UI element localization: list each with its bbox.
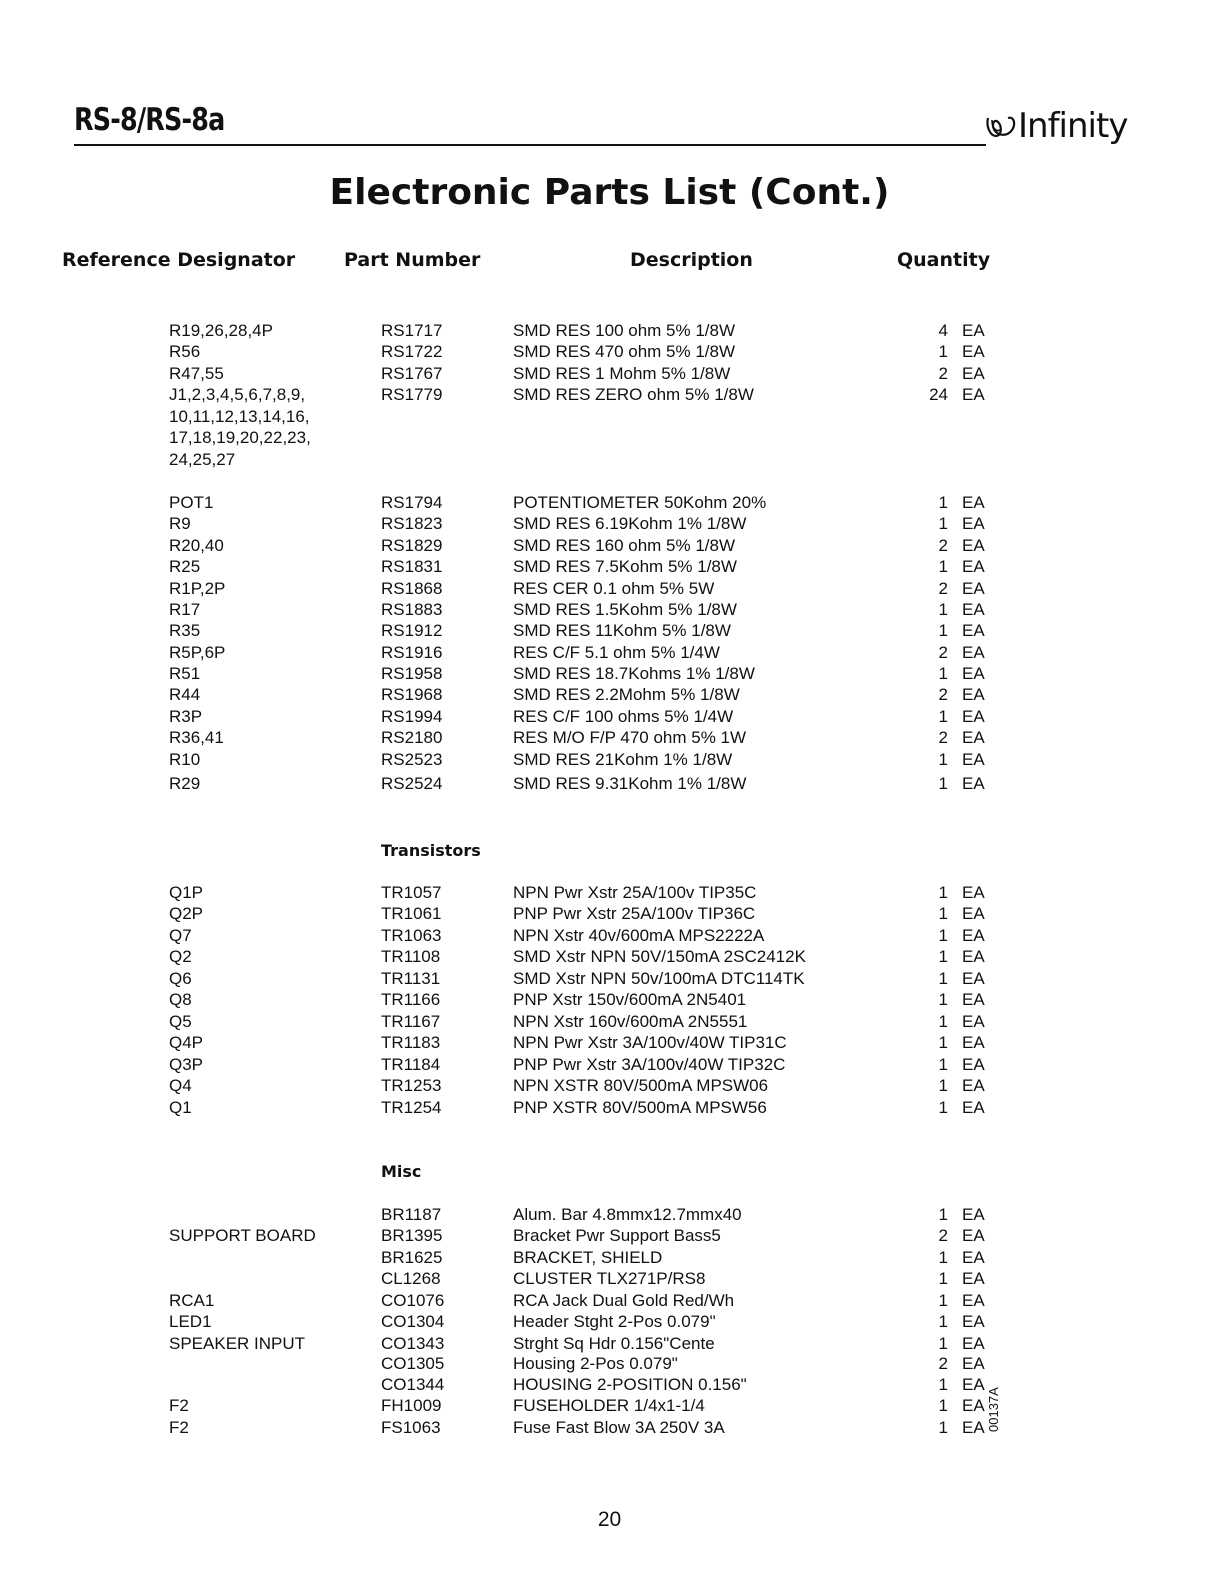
desc-cell: SMD RES 18.7Kohms 1% 1/8W — [513, 664, 755, 683]
part-cell: RS1916 — [381, 643, 443, 662]
ref-cell: Q3P — [169, 1055, 204, 1074]
table-row — [0, 599, 1219, 621]
desc-cell: PNP XSTR 80V/500mA MPSW56 — [513, 1098, 767, 1117]
ref-cell: R20,40 — [169, 536, 224, 555]
desc-cell: SMD RES 7.5Kohm 5% 1/8W — [513, 557, 737, 576]
qty-cell: 1 — [938, 904, 948, 923]
desc-cell: Strght Sq Hdr 0.156"Cente — [513, 1334, 715, 1353]
ref-cell: R47,55 — [169, 364, 224, 383]
table-row — [0, 513, 1219, 535]
desc-cell: NPN Pwr Xstr 25A/100v TIP35C — [513, 883, 757, 902]
qty-cell: 1 — [938, 883, 948, 902]
ref-cell: POT1 — [169, 493, 214, 512]
unit-cell: EA — [962, 1205, 985, 1224]
qty-cell: 1 — [938, 1291, 948, 1310]
unit-cell: EA — [962, 685, 985, 704]
part-cell: TR1061 — [381, 904, 442, 923]
part-cell: RS1883 — [381, 600, 443, 619]
qty-cell: 1 — [938, 969, 948, 988]
unit-cell: EA — [962, 364, 985, 383]
part-cell: RS1912 — [381, 621, 443, 640]
table-row — [0, 556, 1219, 578]
ref-cell: Q6 — [169, 969, 192, 988]
unit-cell: EA — [962, 579, 985, 598]
part-cell: TR1166 — [381, 990, 441, 1009]
unit-cell: EA — [962, 1012, 985, 1031]
infinity-logo — [984, 104, 1144, 150]
desc-cell: NPN Xstr 40v/600mA MPS2222A — [513, 926, 765, 945]
part-cell: TR1057 — [381, 883, 442, 902]
unit-cell: EA — [962, 1396, 985, 1415]
header-reference-designator: Reference Designator — [62, 249, 296, 271]
unit-cell: EA — [962, 1354, 985, 1373]
desc-cell: SMD RES 160 ohm 5% 1/8W — [513, 536, 736, 555]
part-cell: CL1268 — [381, 1269, 441, 1288]
unit-cell: EA — [962, 1033, 985, 1052]
unit-cell: EA — [962, 1076, 985, 1095]
ref-cell: Q1 — [169, 1098, 192, 1117]
table-row — [0, 642, 1219, 664]
ref-cell: SUPPORT BOARD — [169, 1226, 316, 1245]
ref-cell: SPEAKER INPUT — [169, 1334, 306, 1353]
unit-cell: EA — [962, 342, 985, 361]
table-row — [0, 1204, 1219, 1226]
unit-cell: EA — [962, 1418, 985, 1437]
desc-cell: SMD RES 2.2Mohm 5% 1/8W — [513, 685, 740, 704]
desc-cell: HOUSING 2-POSITION 0.156" — [513, 1375, 747, 1394]
desc-cell: Bracket Pwr Support Bass5 — [513, 1226, 721, 1245]
part-cell: RS1794 — [381, 493, 443, 512]
part-cell: BR1625 — [381, 1248, 443, 1267]
qty-cell: 1 — [938, 1375, 948, 1394]
unit-cell: EA — [962, 385, 985, 404]
ref-cell: R3P — [169, 707, 203, 726]
desc-cell: SMD RES ZERO ohm 5% 1/8W — [513, 385, 754, 404]
page-number: 20 — [597, 1508, 622, 1531]
part-cell: RS2524 — [381, 774, 443, 793]
part-cell: TR1063 — [381, 926, 442, 945]
unit-cell: EA — [962, 1055, 985, 1074]
ref-cell: R19,26,28,4P — [169, 321, 273, 340]
ref-continuation: 24,25,27 — [169, 450, 236, 469]
qty-cell: 1 — [938, 707, 948, 726]
part-cell: TR1184 — [381, 1055, 441, 1074]
part-cell: RS1868 — [381, 579, 443, 598]
unit-cell: EA — [962, 904, 985, 923]
desc-cell: BRACKET, SHIELD — [513, 1248, 663, 1267]
unit-cell: EA — [962, 1098, 985, 1117]
part-cell: FH1009 — [381, 1396, 442, 1415]
desc-cell: SMD RES 21Kohm 1% 1/8W — [513, 750, 733, 769]
table-row — [0, 968, 1219, 990]
ref-cell: F2 — [169, 1418, 189, 1437]
table-row — [0, 773, 1219, 795]
part-cell: RS1829 — [381, 536, 443, 555]
part-cell: BR1187 — [381, 1205, 442, 1224]
model-title: RS-8/RS-8a — [74, 102, 225, 138]
unit-cell: EA — [962, 1334, 985, 1353]
qty-cell: 1 — [938, 926, 948, 945]
ref-cell: R51 — [169, 664, 201, 683]
ref-cell: Q4 — [169, 1076, 192, 1095]
table-row — [0, 1225, 1219, 1247]
desc-cell: SMD RES 470 ohm 5% 1/8W — [513, 342, 736, 361]
desc-cell: SMD RES 1 Mohm 5% 1/8W — [513, 364, 731, 383]
table-row — [0, 1395, 1219, 1417]
ref-cell: R17 — [169, 600, 201, 619]
desc-cell: SMD RES 9.31Kohm 1% 1/8W — [513, 774, 747, 793]
ref-cell: RCA1 — [169, 1291, 215, 1310]
table-row — [0, 363, 1219, 385]
desc-cell: RCA Jack Dual Gold Red/Wh — [513, 1291, 735, 1310]
part-cell: TR1108 — [381, 947, 441, 966]
unit-cell: EA — [962, 883, 985, 902]
part-cell: CO1304 — [381, 1312, 445, 1331]
desc-cell: RES C/F 5.1 ohm 5% 1/4W — [513, 643, 720, 662]
desc-cell: PNP Pwr Xstr 3A/100v/40W TIP32C — [513, 1055, 786, 1074]
ref-continuation: 17,18,19,20,22,23, — [169, 428, 311, 447]
brand-name: Infinity — [1018, 106, 1128, 146]
part-cell: CO1344 — [381, 1375, 445, 1394]
part-cell: RS2523 — [381, 750, 443, 769]
table-row — [0, 1311, 1219, 1333]
document-code: 00137A — [986, 1387, 1001, 1432]
qty-cell: 1 — [938, 1098, 948, 1117]
part-cell: BR1395 — [381, 1226, 443, 1245]
qty-cell: 1 — [938, 493, 948, 512]
header-part-number: Part Number — [344, 249, 481, 271]
part-cell: TR1167 — [381, 1012, 441, 1031]
header-rule — [74, 144, 986, 146]
unit-cell: EA — [962, 1269, 985, 1288]
desc-cell: FUSEHOLDER 1/4x1-1/4 — [513, 1396, 705, 1415]
ref-cell: Q5 — [169, 1012, 192, 1031]
table-row — [0, 663, 1219, 685]
table-row — [0, 727, 1219, 749]
part-cell: TR1183 — [381, 1033, 441, 1052]
table-row — [0, 1075, 1219, 1097]
unit-cell: EA — [962, 969, 985, 988]
unit-cell: EA — [962, 990, 985, 1009]
part-cell: CO1305 — [381, 1354, 445, 1373]
table-row — [0, 1032, 1219, 1054]
table-row — [0, 1333, 1219, 1355]
qty-cell: 2 — [938, 536, 948, 555]
part-cell: RS1767 — [381, 364, 443, 383]
qty-cell: 1 — [938, 1269, 948, 1288]
desc-cell: PNP Pwr Xstr 25A/100v TIP36C — [513, 904, 756, 923]
qty-cell: 4 — [938, 321, 948, 340]
ref-cell: R10 — [169, 750, 201, 769]
desc-cell: SMD RES 1.5Kohm 5% 1/8W — [513, 600, 737, 619]
ref-cell: R36,41 — [169, 728, 224, 747]
ref-continuation: 10,11,12,13,14,16, — [169, 407, 310, 426]
ref-cell: Q1P — [169, 883, 204, 902]
desc-cell: RES M/O F/P 470 ohm 5% 1W — [513, 728, 747, 747]
ref-cell: R25 — [169, 557, 201, 576]
desc-cell: POTENTIOMETER 50Kohm 20% — [513, 493, 767, 512]
page-title: Electronic Parts List (Cont.) — [329, 172, 890, 213]
qty-cell: 2 — [938, 643, 948, 662]
qty-cell: 1 — [938, 750, 948, 769]
ref-cell: R1P,2P — [169, 579, 226, 598]
table-row — [0, 1054, 1219, 1076]
table-row — [0, 749, 1219, 771]
header-description: Description — [630, 249, 753, 271]
qty-cell: 1 — [938, 514, 948, 533]
unit-cell: EA — [962, 600, 985, 619]
unit-cell: EA — [962, 1291, 985, 1310]
unit-cell: EA — [962, 728, 985, 747]
desc-cell: SMD RES 11Kohm 5% 1/8W — [513, 621, 731, 640]
qty-cell: 2 — [938, 579, 948, 598]
part-cell: TR1254 — [381, 1098, 442, 1117]
desc-cell: SMD RES 6.19Kohm 1% 1/8W — [513, 514, 747, 533]
part-cell: RS1779 — [381, 385, 443, 404]
ref-cell: LED1 — [169, 1312, 212, 1331]
qty-cell: 1 — [938, 557, 948, 576]
qty-cell: 1 — [938, 621, 948, 640]
part-cell: RS1717 — [381, 321, 443, 340]
ref-cell: R56 — [169, 342, 201, 361]
qty-cell: 1 — [938, 1312, 948, 1331]
table-row — [0, 882, 1219, 904]
desc-cell: SMD Xstr NPN 50v/100mA DTC114TK — [513, 969, 805, 988]
part-cell: TR1131 — [381, 969, 441, 988]
ref-cell: R5P,6P — [169, 643, 226, 662]
ref-cell: F2 — [169, 1396, 189, 1415]
desc-cell: Alum. Bar 4.8mmx12.7mmx40 — [513, 1205, 742, 1224]
qty-cell: 1 — [938, 990, 948, 1009]
unit-cell: EA — [962, 774, 985, 793]
qty-cell: 1 — [938, 1334, 948, 1353]
table-row — [0, 320, 1219, 342]
desc-cell: SMD RES 100 ohm 5% 1/8W — [513, 321, 736, 340]
qty-cell: 1 — [938, 600, 948, 619]
unit-cell: EA — [962, 536, 985, 555]
part-cell: TR1253 — [381, 1076, 442, 1095]
qty-cell: 1 — [938, 1055, 948, 1074]
table-row — [0, 925, 1219, 947]
unit-cell: EA — [962, 493, 985, 512]
table-row — [0, 1417, 1219, 1439]
ref-cell: R35 — [169, 621, 201, 640]
qty-cell: 1 — [938, 1033, 948, 1052]
unit-cell: EA — [962, 643, 985, 662]
unit-cell: EA — [962, 947, 985, 966]
part-cell: RS1722 — [381, 342, 443, 361]
part-cell: RS1994 — [381, 707, 443, 726]
table-row — [0, 1290, 1219, 1312]
part-cell: RS1831 — [381, 557, 443, 576]
table-row — [0, 989, 1219, 1011]
qty-cell: 1 — [938, 664, 948, 683]
unit-cell: EA — [962, 1375, 985, 1394]
part-cell: CO1343 — [381, 1334, 445, 1353]
qty-cell: 2 — [938, 685, 948, 704]
ref-cell: R44 — [169, 685, 201, 704]
ref-cell: Q4P — [169, 1033, 204, 1052]
unit-cell: EA — [962, 707, 985, 726]
unit-cell: EA — [962, 1226, 985, 1245]
desc-cell: CLUSTER TLX271P/RS8 — [513, 1269, 706, 1288]
desc-cell: SMD Xstr NPN 50V/150mA 2SC2412K — [513, 947, 806, 966]
ref-cell: Q7 — [169, 926, 192, 945]
part-cell: RS2180 — [381, 728, 443, 747]
ref-cell: J1,2,3,4,5,6,7,8,9, — [169, 385, 306, 404]
desc-cell: NPN XSTR 80V/500mA MPSW06 — [513, 1076, 769, 1095]
qty-cell: 2 — [938, 364, 948, 383]
qty-cell: 1 — [938, 1205, 948, 1224]
table-row — [0, 620, 1219, 642]
part-cell: RS1968 — [381, 685, 443, 704]
qty-cell: 2 — [938, 1354, 948, 1373]
ref-cell: R29 — [169, 774, 201, 793]
part-cell: RS1823 — [381, 514, 443, 533]
table-row — [0, 1097, 1219, 1119]
desc-cell: Fuse Fast Blow 3A 250V 3A — [513, 1418, 725, 1437]
table-row — [0, 946, 1219, 968]
desc-cell: RES C/F 100 ohms 5% 1/4W — [513, 707, 734, 726]
table-row — [0, 1247, 1219, 1269]
qty-cell: 1 — [938, 774, 948, 793]
section-heading-transistors: Transistors — [381, 841, 481, 860]
table-row — [0, 1353, 1219, 1375]
unit-cell: EA — [962, 321, 985, 340]
part-cell: CO1076 — [381, 1291, 445, 1310]
qty-cell: 2 — [938, 728, 948, 747]
unit-cell: EA — [962, 664, 985, 683]
table-row — [0, 341, 1219, 363]
ref-cell: R9 — [169, 514, 191, 533]
qty-cell: 1 — [938, 947, 948, 966]
table-row — [0, 384, 1219, 406]
table-row — [0, 535, 1219, 557]
table-row — [0, 1374, 1219, 1396]
ref-cell: Q2P — [169, 904, 204, 923]
desc-cell: NPN Pwr Xstr 3A/100v/40W TIP31C — [513, 1033, 787, 1052]
desc-cell: Header Stght 2-Pos 0.079" — [513, 1312, 716, 1331]
table-row — [0, 684, 1219, 706]
desc-cell: PNP Xstr 150v/600mA 2N5401 — [513, 990, 747, 1009]
ref-cell: Q8 — [169, 990, 192, 1009]
table-row — [0, 578, 1219, 600]
header-quantity: Quantity — [897, 249, 991, 271]
part-cell: RS1958 — [381, 664, 443, 683]
qty-cell: 1 — [938, 1076, 948, 1095]
part-cell: FS1063 — [381, 1418, 441, 1437]
section-heading-misc: Misc — [381, 1162, 422, 1181]
infinity-swirl-icon — [984, 112, 1018, 142]
qty-cell: 1 — [938, 1396, 948, 1415]
unit-cell: EA — [962, 926, 985, 945]
unit-cell: EA — [962, 750, 985, 769]
desc-cell: NPN Xstr 160v/600mA 2N5551 — [513, 1012, 748, 1031]
table-row — [0, 1011, 1219, 1033]
qty-cell: 1 — [938, 1248, 948, 1267]
unit-cell: EA — [962, 1248, 985, 1267]
unit-cell: EA — [962, 621, 985, 640]
desc-cell: RES CER 0.1 ohm 5% 5W — [513, 579, 715, 598]
ref-cell: Q2 — [169, 947, 192, 966]
qty-cell: 2 — [938, 1226, 948, 1245]
table-row — [0, 1268, 1219, 1290]
qty-cell: 1 — [938, 1012, 948, 1031]
unit-cell: EA — [962, 514, 985, 533]
table-row — [0, 903, 1219, 925]
table-row — [0, 706, 1219, 728]
unit-cell: EA — [962, 1312, 985, 1331]
table-row — [0, 492, 1219, 514]
qty-cell: 24 — [929, 385, 948, 404]
qty-cell: 1 — [938, 1418, 948, 1437]
unit-cell: EA — [962, 557, 985, 576]
desc-cell: Housing 2-Pos 0.079" — [513, 1354, 678, 1373]
qty-cell: 1 — [938, 342, 948, 361]
